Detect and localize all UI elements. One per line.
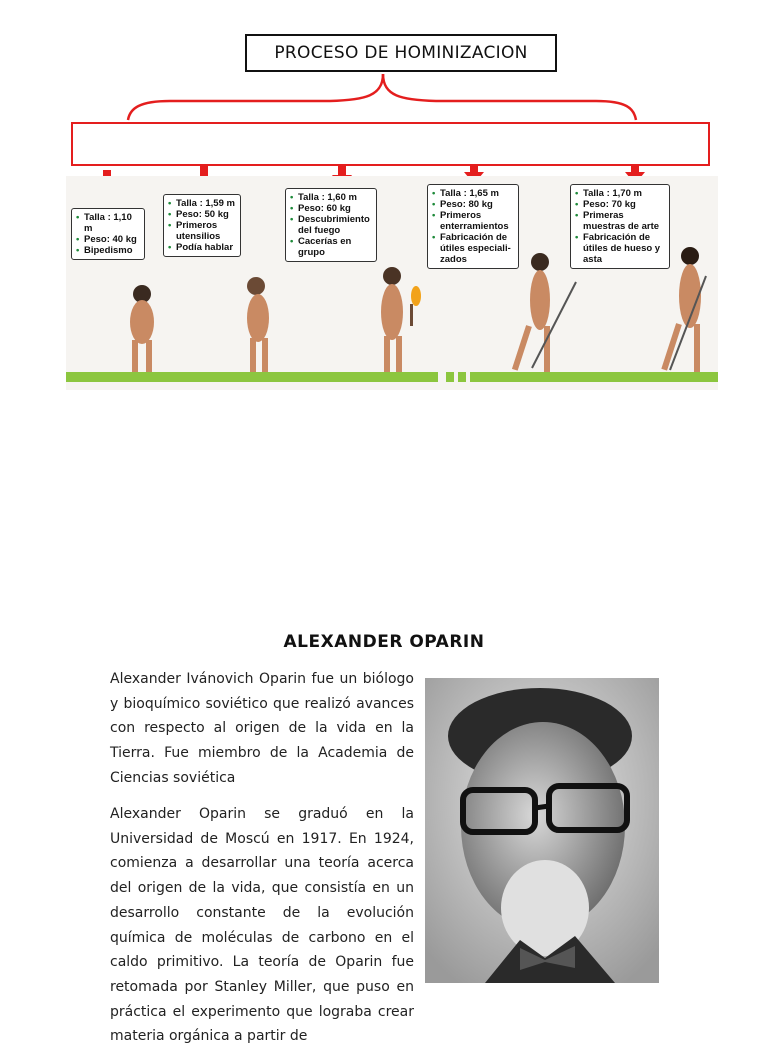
stage-info-5 bbox=[570, 184, 670, 269]
stage-info-4 bbox=[427, 184, 519, 269]
list-item: • Descubrimiento del fuego bbox=[290, 214, 372, 236]
hominid-figure-1 bbox=[130, 285, 154, 372]
paragraph-biography: Alexander Oparin se graduó en la Universidad de Moscú en 1917. En 1924, comienza a desarrollar una teoría acerca del origen de la vida, que consistía en un desarrollo constante de la evolución química de moléculas de carbono en el caldo primitivo. La teoría de Oparin fue retomada por Stanley Miller, que puso en práctica el experimento que lograba crear materia orgánica a partir de bbox=[110, 806, 414, 1045]
list-item: • Talla : 1,10 m bbox=[76, 212, 140, 234]
list-item: • Primeros enterramientos bbox=[432, 210, 514, 232]
oparin-portrait bbox=[425, 678, 659, 983]
article-heading: ALEXANDER OPARIN bbox=[283, 632, 485, 652]
list-item: • Talla : 1,59 m bbox=[168, 198, 236, 209]
stage-info-1 bbox=[71, 208, 145, 260]
list-item: • Peso: 40 kg bbox=[76, 234, 140, 245]
paragraph-intro: Alexander Ivánovich Oparin fue un biólogo y bioquímico soviético que realizó avances con respecto al origen de la vida en la Tierra. Fue miembro de la Academia de Ciencias soviética bbox=[110, 671, 414, 786]
list-item: • Peso: 80 kg bbox=[432, 199, 514, 210]
list-item: • Talla : 1,70 m bbox=[575, 188, 665, 199]
list-item: • Peso: 60 kg bbox=[290, 203, 372, 214]
diagram-title: PROCESO DE HOMINIZACION bbox=[245, 34, 557, 72]
list-item: • Cacerías en grupo bbox=[290, 236, 372, 258]
list-item: • Fabricación de útiles de hueso y asta bbox=[575, 232, 665, 265]
list-item: • Talla : 1,65 m bbox=[432, 188, 514, 199]
list-item: • Talla : 1,60 m bbox=[290, 192, 372, 203]
portrait-image bbox=[425, 678, 659, 983]
list-item: • Bipedismo bbox=[76, 245, 140, 256]
stage-info-3 bbox=[285, 188, 377, 262]
hominid-figure-4 bbox=[512, 253, 576, 372]
list-item: • Peso: 70 kg bbox=[575, 199, 665, 210]
arrow-down-icon bbox=[338, 166, 346, 176]
stage-info-2 bbox=[163, 194, 241, 257]
list-item: • Podía hablar bbox=[168, 242, 236, 253]
hominid-figure-3 bbox=[381, 267, 421, 372]
evolution-illustration bbox=[66, 176, 718, 390]
list-item: • Peso: 50 kg bbox=[168, 209, 236, 220]
ground-strip bbox=[66, 372, 438, 382]
list-item: • Primeras muestras de arte bbox=[575, 210, 665, 232]
list-item: • Fabricación de útiles especiali-zados bbox=[432, 232, 514, 265]
hominid-figure-2 bbox=[247, 277, 269, 372]
list-item: • Primeros utensilios bbox=[168, 220, 236, 242]
